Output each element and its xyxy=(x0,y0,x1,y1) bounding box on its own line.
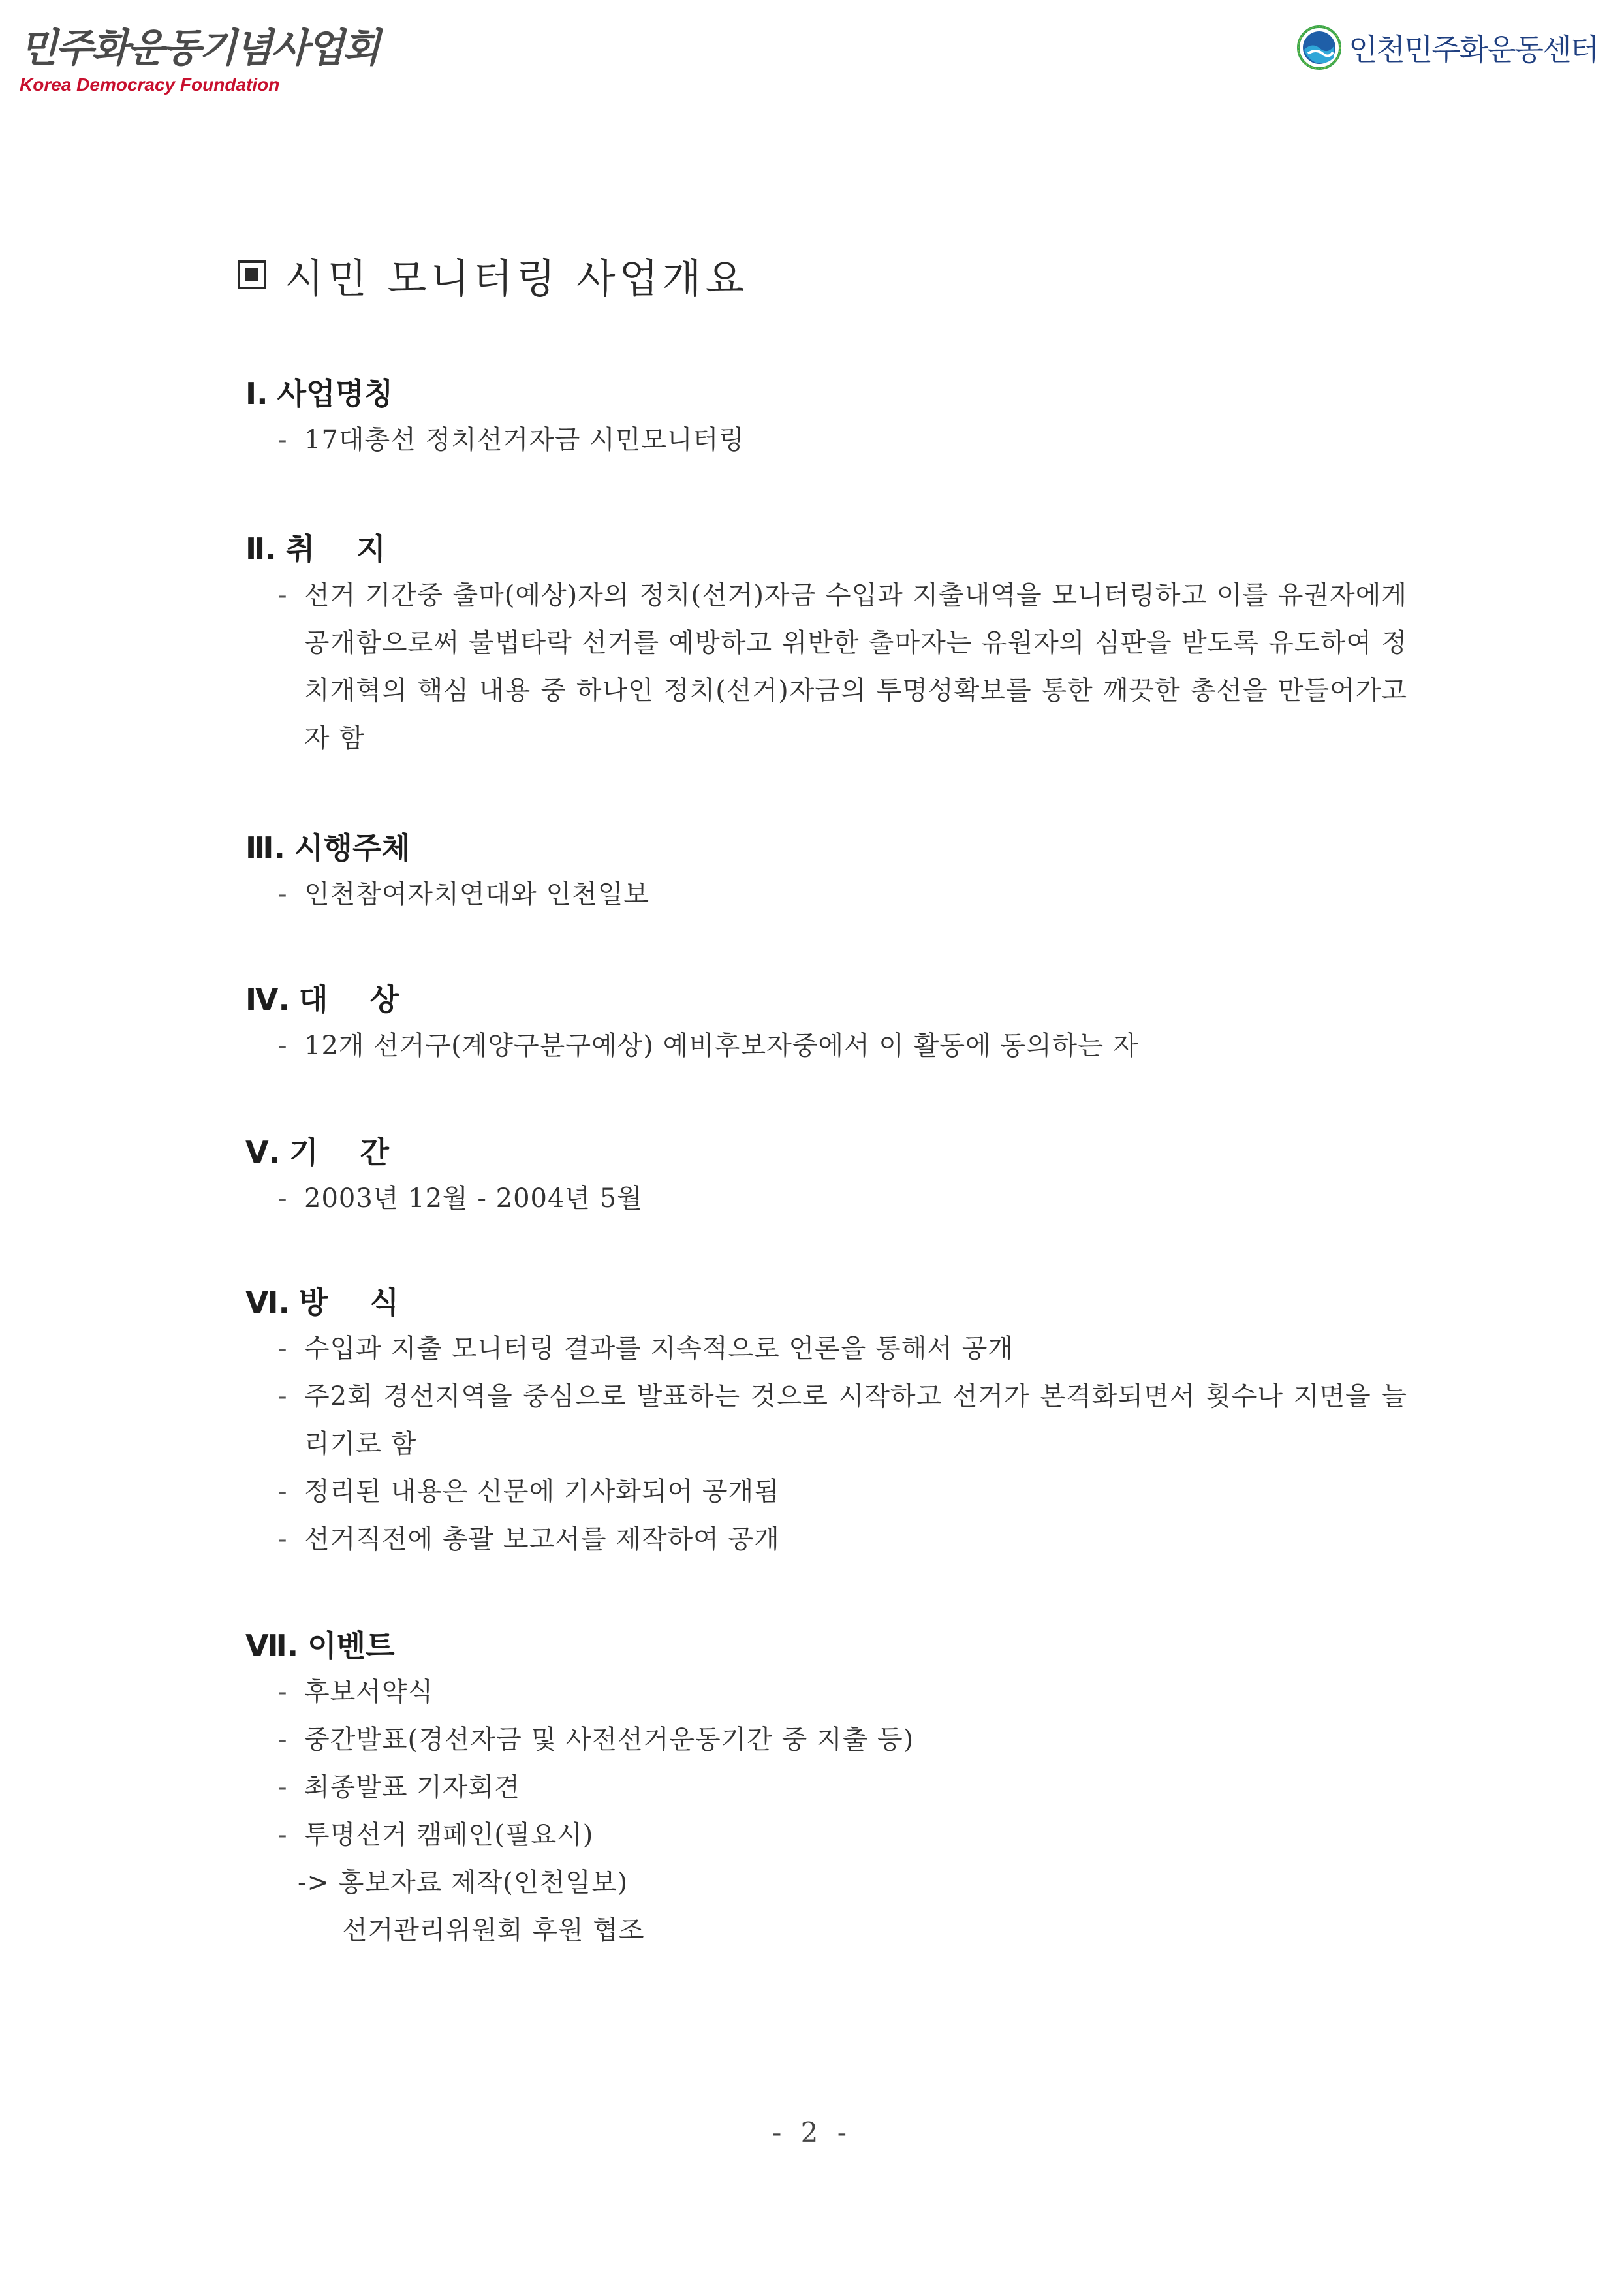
section-number: Ⅱ. xyxy=(245,531,277,567)
square-bullet-icon xyxy=(238,260,266,289)
section-method xyxy=(245,1280,1407,1563)
foundation-logo xyxy=(20,24,385,97)
center-name: 인천민주화운동센터 xyxy=(1349,32,1598,67)
section-heading xyxy=(245,825,1407,871)
section-heading xyxy=(245,371,1407,416)
section-period xyxy=(245,1129,1407,1223)
page-number: - 2 - xyxy=(772,2116,852,2148)
section-title: 취 지 xyxy=(285,531,386,567)
section-number: Ⅴ. xyxy=(245,1135,281,1170)
section-organizer xyxy=(245,825,1407,919)
section-title: 방 식 xyxy=(299,1285,399,1320)
list-item: - 중간발표(경선자금 및 사전선거운동기간 중 지출 등) xyxy=(278,1725,914,1755)
section-heading xyxy=(245,977,1407,1022)
section-purpose xyxy=(245,526,1407,762)
document-title-text: 시민 모니터링 사업개요 xyxy=(285,254,749,302)
list-item: - 17대총선 정치선거자금 시민모니터링 xyxy=(278,425,745,455)
section-number: Ⅶ. xyxy=(245,1628,299,1663)
circular-wave-emblem-icon xyxy=(1296,25,1342,71)
section-title: 사업명칭 xyxy=(277,376,394,411)
list-item: - 정리된 내용은 신문에 기사화되어 공개됨 xyxy=(278,1477,780,1507)
list-item: - 최종발표 기자회견 xyxy=(278,1772,520,1802)
section-title: 시행주체 xyxy=(294,830,411,866)
section-number: Ⅰ. xyxy=(245,376,268,411)
section-heading xyxy=(245,1623,1407,1669)
section-heading xyxy=(245,526,1407,572)
sub-item-arrow: -> 홍보자료 제작(인천일보) xyxy=(298,1868,629,1898)
section-target xyxy=(245,977,1407,1070)
list-item: - 주2회 경선지역을 중심으로 발표하는 것으로 시작하고 선거가 본격화되면서 횟수나 지면을 늘리기로 함 xyxy=(278,1381,1407,1459)
section-project-name xyxy=(245,371,1407,464)
section-title: 대 상 xyxy=(299,982,399,1017)
list-item: - 투명선거 캠페인(필요시) xyxy=(278,1820,594,1850)
foundation-english-name: Korea Democracy Foundation xyxy=(20,74,280,95)
sub-item-continuation: 선거관리위원회 후원 협조 xyxy=(342,1915,645,1945)
list-item: - 인천참여자치연대와 인천일보 xyxy=(278,879,650,909)
section-heading xyxy=(245,1129,1407,1175)
center-logo xyxy=(1296,25,1598,71)
section-heading xyxy=(245,1280,1407,1325)
foundation-korean-name: 민주화운동기념사업회 xyxy=(20,25,379,71)
list-item: - 2003년 12월 - 2004년 5월 xyxy=(278,1184,643,1214)
list-item: - 선거 기간중 출마(예상)자의 정치(선거)자금 수입과 지출내역을 모니터링하고 이를 유권자에게 공개함으로써 불법타락 선거를 예방하고 위반한 출마자는 유원자의 심판을 받도록 유도하여 정치개혁의 핵심 내용 중 하나인 정치(선거)자금의 투명성확보를 통한 깨끗한 총선을 만들어가고자 함 xyxy=(278,580,1407,753)
list-item: - 선거직전에 총괄 보고서를 제작하여 공개 xyxy=(278,1524,780,1554)
section-events xyxy=(245,1623,1407,1955)
document-title xyxy=(238,245,748,304)
list-item: - 수입과 지출 모니터링 결과를 지속적으로 언론을 통해서 공개 xyxy=(278,1334,1014,1364)
list-item: - 12개 선거구(계양구분구예상) 예비후보자중에서 이 활동에 동의하는 자 xyxy=(278,1031,1139,1061)
list-item: - 후보서약식 xyxy=(278,1677,434,1707)
section-number: Ⅳ. xyxy=(245,982,290,1017)
section-number: Ⅲ. xyxy=(245,830,285,866)
section-title: 기 간 xyxy=(289,1135,390,1170)
section-number: Ⅵ. xyxy=(245,1285,290,1320)
section-title: 이벤트 xyxy=(307,1628,395,1663)
